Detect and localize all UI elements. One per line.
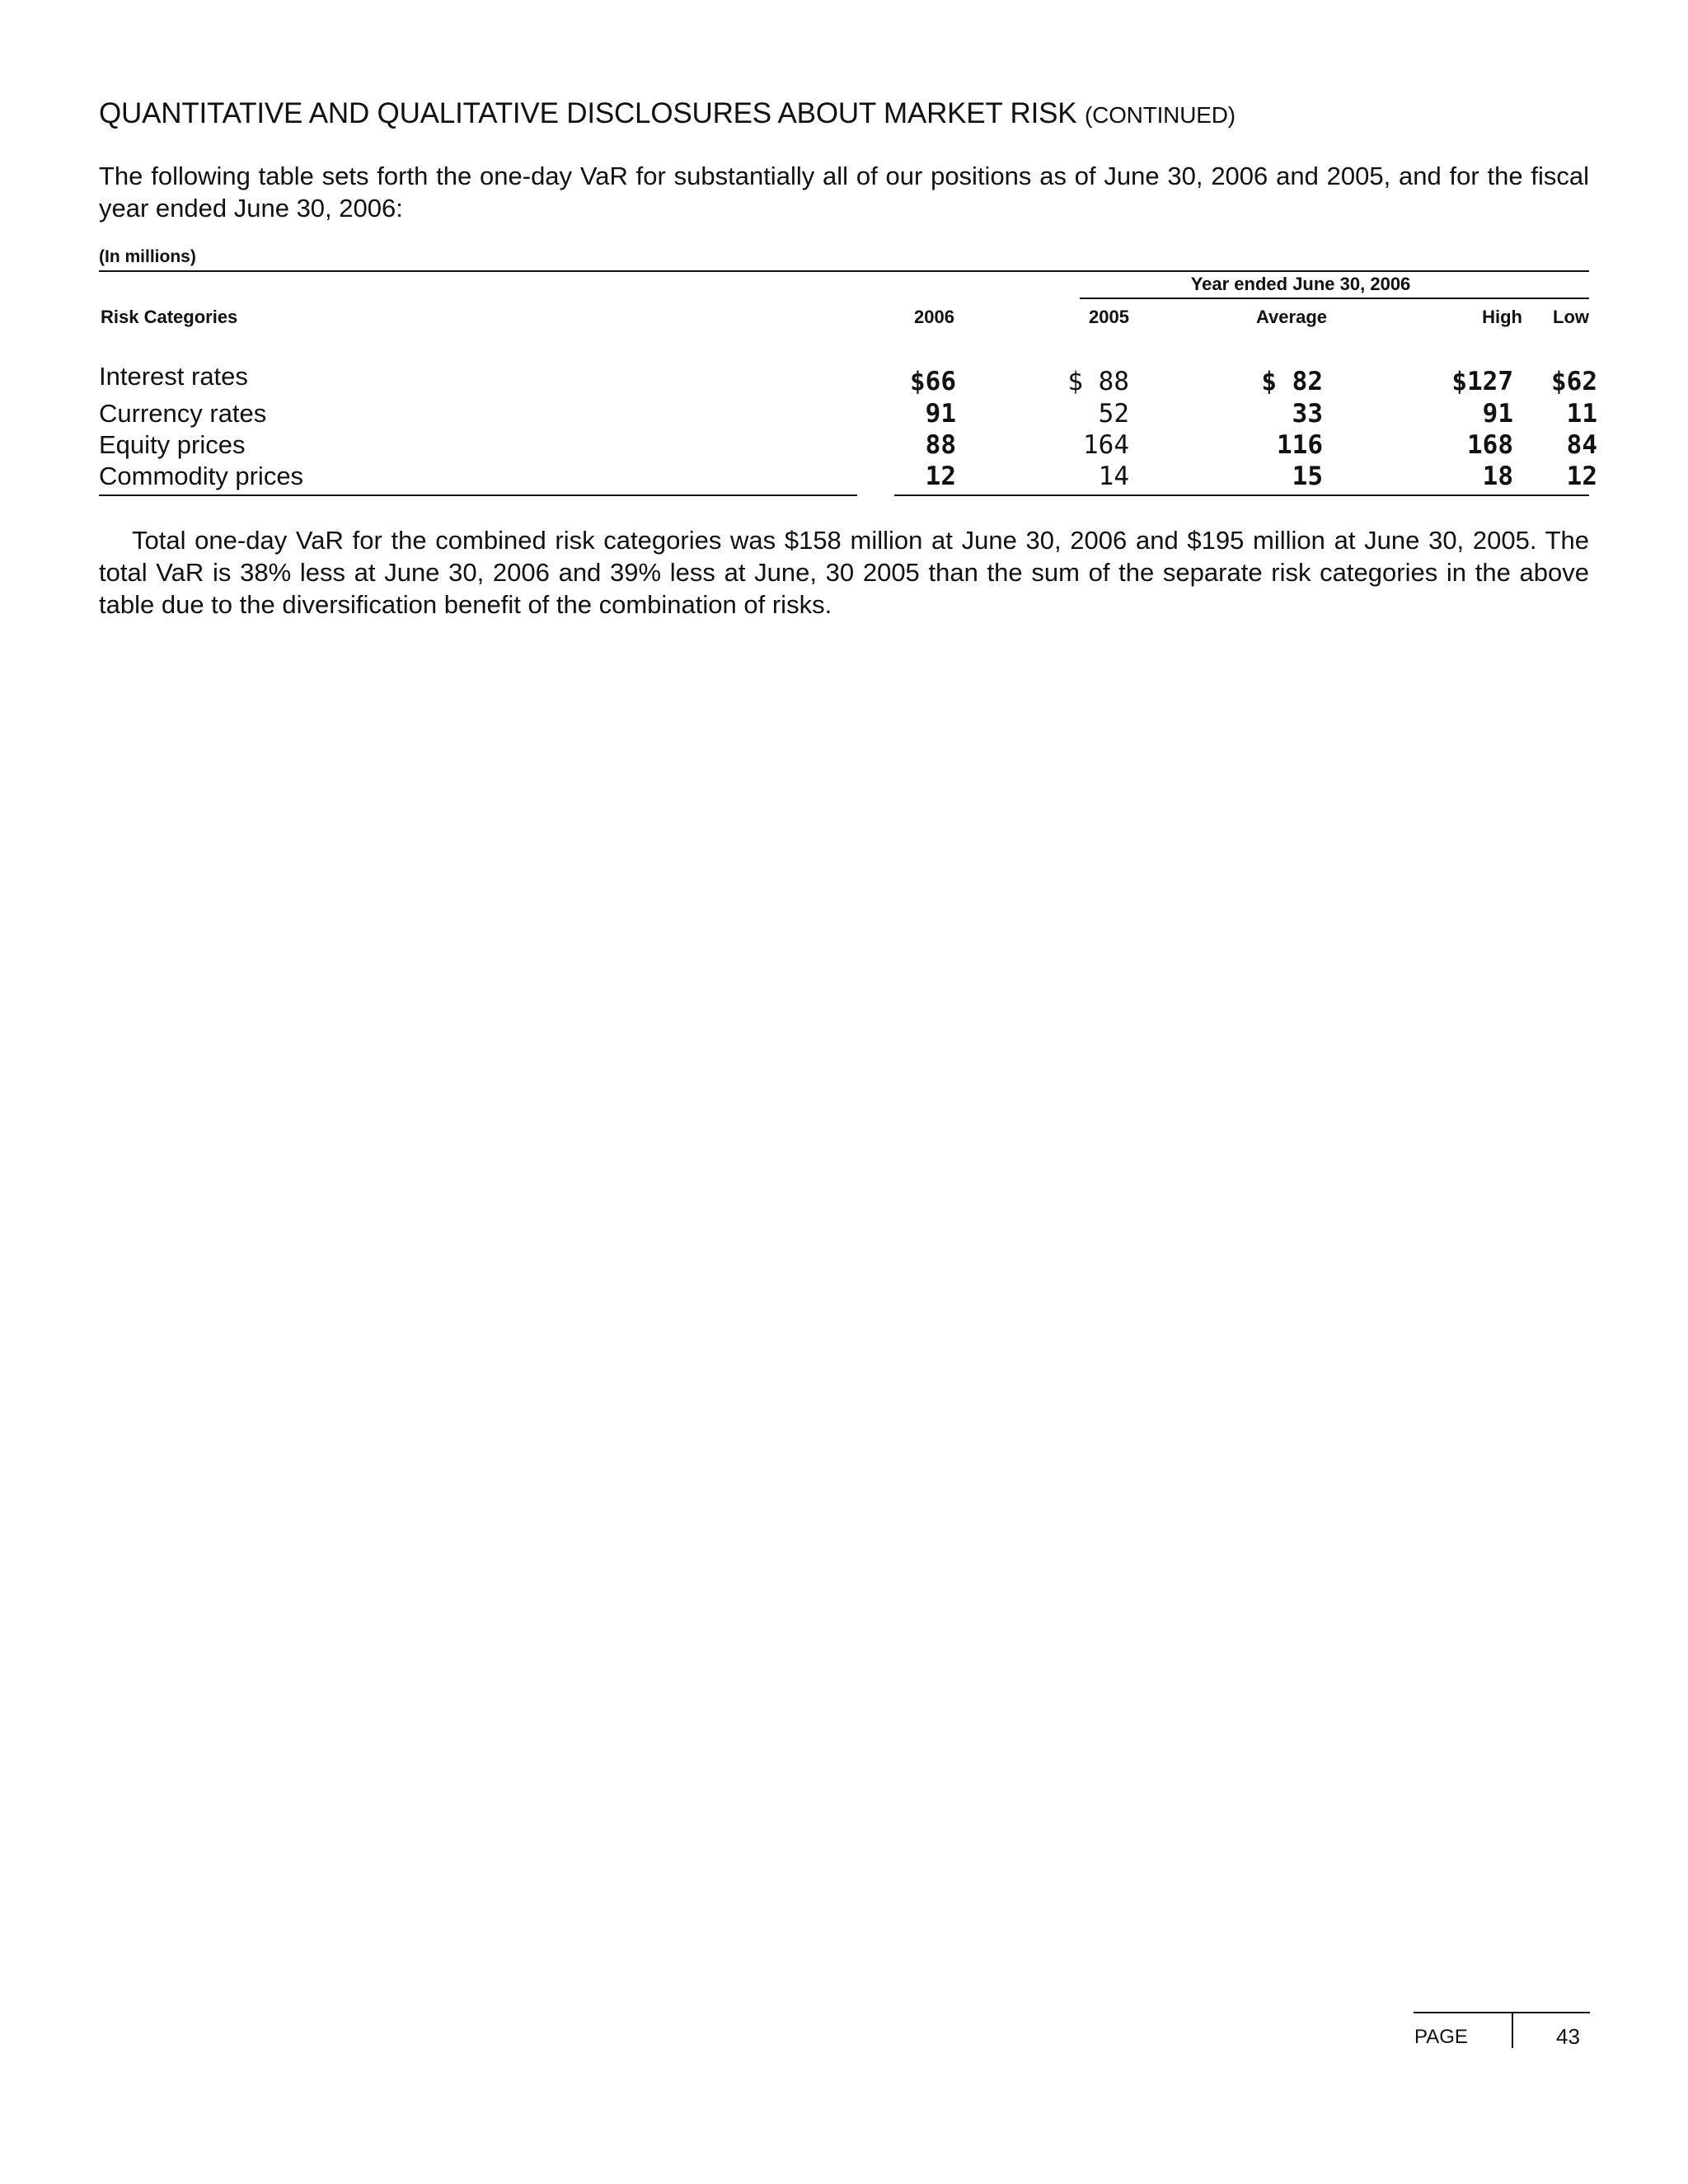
row-category-commodity-prices: Commodity prices bbox=[99, 462, 304, 490]
cell-commodity-2006: 12 bbox=[925, 462, 956, 491]
cell-commodity-average: 15 bbox=[1292, 462, 1323, 491]
year-ended-group-header: Year ended June 30, 2006 bbox=[1190, 274, 1411, 294]
table-top-rule bbox=[99, 270, 1589, 272]
page-title bbox=[99, 97, 1236, 130]
cell-interest-low: $62 bbox=[1551, 367, 1597, 396]
cell-currency-average: 33 bbox=[1292, 399, 1323, 429]
table-units-label: (In millions) bbox=[99, 247, 196, 266]
cell-interest-high: $127 bbox=[1451, 367, 1513, 396]
cell-currency-2006: 91 bbox=[925, 399, 956, 429]
cell-equity-average: 116 bbox=[1277, 430, 1323, 460]
cell-commodity-low: 12 bbox=[1566, 462, 1597, 491]
cell-interest-average: $ 82 bbox=[1261, 367, 1323, 396]
cell-equity-high: 168 bbox=[1467, 430, 1513, 460]
column-header-average: Average bbox=[1255, 307, 1327, 327]
cell-interest-2005: $ 88 bbox=[1067, 367, 1129, 396]
cell-interest-2006: $66 bbox=[910, 367, 956, 396]
cell-currency-high: 91 bbox=[1482, 399, 1513, 429]
column-header-2005: 2005 bbox=[1089, 307, 1129, 327]
column-header-2006: 2006 bbox=[914, 307, 954, 327]
footer-rule bbox=[1414, 2012, 1590, 2013]
cell-equity-2006: 88 bbox=[925, 430, 956, 460]
column-header-risk-categories: Risk Categories bbox=[101, 307, 238, 327]
cell-commodity-high: 18 bbox=[1482, 462, 1513, 491]
group-header-rule bbox=[1080, 298, 1589, 299]
footer-page-number: 43 bbox=[1556, 2024, 1580, 2049]
cell-equity-2005: 164 bbox=[1083, 430, 1129, 460]
cell-currency-low: 11 bbox=[1566, 399, 1597, 429]
footer-page-label: PAGE bbox=[1414, 2026, 1468, 2048]
column-header-low: Low bbox=[1553, 307, 1589, 327]
cell-equity-low: 84 bbox=[1566, 430, 1597, 460]
summary-paragraph: Total one-day VaR for the combined risk categories was $158 million at June 30, 2006 and $195 million at June 30, 2005. The total VaR is 38% less at June 30, 2006 and 39% less at June, 30 2005 than the sum of the separate risk categories in the above table due to the diversification benefit of the combination of risks. bbox=[99, 526, 1589, 619]
footer-divider bbox=[1512, 2012, 1513, 2048]
document-page bbox=[99, 0, 1597, 2184]
row-category-equity-prices: Equity prices bbox=[99, 430, 246, 459]
table-bottom-rule-low bbox=[1451, 494, 1589, 496]
cell-currency-2005: 52 bbox=[1098, 399, 1129, 429]
cell-commodity-2005: 14 bbox=[1098, 462, 1129, 491]
title-continued: (CONTINUED) bbox=[1084, 102, 1236, 128]
row-category-currency-rates: Currency rates bbox=[99, 399, 267, 428]
intro-paragraph: The following table sets forth the one-day VaR for substantially all of our positions as of June 30, 2006 and 2005, and for the fiscal year ended June 30, 2006: bbox=[99, 162, 1589, 223]
column-header-high: High bbox=[1482, 307, 1522, 327]
row-category-interest-rates: Interest rates bbox=[99, 362, 248, 391]
title-text: QUANTITATIVE AND QUALITATIVE DISCLOSURES ABOUT MARKET RISK bbox=[99, 97, 1077, 129]
table-bottom-rule-category-2006 bbox=[99, 494, 857, 496]
